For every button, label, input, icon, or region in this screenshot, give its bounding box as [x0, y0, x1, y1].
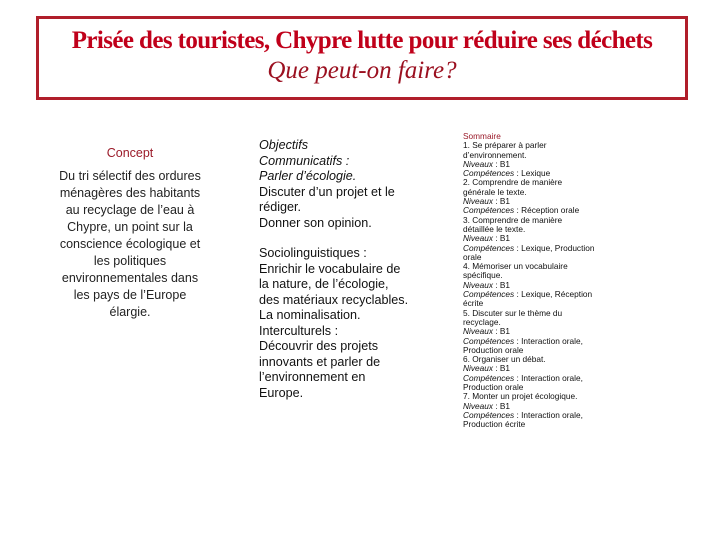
sommaire-item — [463, 355, 621, 392]
objectif-line: rédiger. — [259, 200, 302, 214]
niveau-value: : B1 — [492, 363, 511, 374]
competences-value: Production écrite — [463, 419, 526, 430]
niveau-value: : B1 — [492, 326, 511, 337]
sommaire-item — [463, 141, 621, 178]
competences-label: Compétences — [463, 205, 515, 216]
objectif-line: Discuter d’un projet et le — [259, 184, 395, 199]
sommaire-competences — [463, 244, 621, 253]
competences-value: : Lexique, Réception — [514, 289, 593, 300]
concept-line: ménagères des habitants — [59, 186, 201, 200]
concept-line: élargie. — [109, 305, 151, 319]
sommaire-item — [463, 309, 621, 355]
page-subtitle: Que peut-on faire? — [267, 57, 457, 84]
niveau-label: Niveaux — [463, 158, 493, 169]
competences-value: Production orale — [463, 382, 524, 393]
niveau-label: Niveaux — [463, 196, 493, 207]
objectif-line: des matériaux recyclables. — [259, 292, 409, 307]
concept-line: les pays de l’Europe — [73, 288, 187, 302]
niveau-label: Niveaux — [463, 326, 493, 337]
competences-value: : Interaction orale, — [514, 372, 583, 383]
objectifs-column — [259, 138, 417, 401]
concept-column — [52, 145, 208, 321]
sommaire-item-title: 7. Monter un projet écologique. — [463, 391, 578, 402]
sommaire-item-title: recyclage. — [463, 316, 501, 327]
objectif-line: La nominalisation. — [259, 308, 361, 322]
sommaire-item — [463, 216, 621, 262]
sommaire-heading: Sommaire — [463, 131, 501, 141]
objectif-line: innovants et parler de — [259, 354, 381, 369]
sommaire-item-title: 1. Se préparer à parler — [463, 140, 547, 151]
objectif-line: l’environnement en — [259, 370, 366, 384]
sommaire-item-title: d’environnement. — [463, 149, 527, 160]
objectif-line: Sociolinguistiques : — [259, 246, 367, 260]
competences-value: : Interaction orale, — [514, 409, 583, 420]
sommaire-item — [463, 262, 621, 308]
sommaire-item-title: 6. Organiser un débat. — [463, 354, 546, 365]
competences-label: Compétences — [463, 242, 515, 253]
objectif-line: Découvrir des projets — [259, 339, 378, 353]
objectif-line: Donner son opinion. — [259, 215, 372, 230]
competences-label: Compétences — [463, 372, 515, 383]
sommaire-item-title: spécifique. — [463, 270, 503, 281]
sommaire-item-title: 2. Comprendre de manière — [463, 177, 563, 188]
title-box — [36, 16, 688, 100]
niveau-value: : B1 — [492, 400, 511, 411]
competences-value: écrite — [463, 298, 484, 309]
niveau-label: Niveaux — [463, 363, 493, 374]
competences-label: Compétences — [463, 289, 515, 300]
competences-value: Production orale — [463, 344, 524, 355]
sommaire-item — [463, 392, 621, 429]
spacer — [259, 231, 417, 246]
niveau-value: : B1 — [492, 196, 511, 207]
niveau-value: : B1 — [492, 233, 511, 244]
sommaire-item-title: 5. Discuter sur le thème du — [463, 307, 563, 318]
concept-line: environnementales dans — [61, 271, 199, 285]
competences-label: Compétences — [463, 335, 515, 346]
competences-value: : Réception orale — [514, 205, 580, 216]
concept-line: au recyclage de l’eau à — [65, 203, 195, 217]
sommaire-competences — [463, 290, 621, 299]
sommaire-item-title: générale le texte. — [463, 186, 527, 197]
objectif-line: Enrichir le vocabulaire de — [259, 261, 401, 276]
objectif-line: la nature, de l’écologie, — [259, 277, 389, 291]
niveau-label: Niveaux — [463, 400, 493, 411]
niveau-label: Niveaux — [463, 279, 493, 290]
competences-value: : Lexique — [514, 168, 551, 179]
niveau-value: : B1 — [492, 158, 511, 169]
sommaire-item — [463, 178, 621, 215]
concept-line: les politiques — [93, 254, 167, 268]
objectif-line: Europe. — [259, 385, 304, 400]
sommaire-item-title: 3. Comprendre de manière — [463, 214, 563, 225]
objectif-line: Parler d’écologie. — [259, 169, 357, 183]
competences-label: Compétences — [463, 409, 515, 420]
sommaire-item-title: 4. Mémoriser un vocabulaire — [463, 261, 568, 272]
niveau-value: : B1 — [492, 279, 511, 290]
concept-heading: Concept — [106, 146, 154, 160]
objectifs-heading: Objectifs — [259, 138, 308, 152]
competences-value: : Interaction orale, — [514, 335, 583, 346]
sommaire-item-title: détaillée le texte. — [463, 223, 526, 234]
communicatifs-label: Communicatifs : — [259, 153, 350, 168]
concept-line: Chypre, un point sur la — [67, 220, 193, 234]
objectif-line: Interculturels : — [259, 323, 339, 338]
niveau-label: Niveaux — [463, 233, 493, 244]
sommaire-column — [463, 132, 621, 430]
page-title: Prisée des touristes, Chypre lutte pour réduire ses déchets — [71, 27, 653, 54]
concept-line: Du tri sélectif des ordures — [59, 169, 201, 183]
competences-value: : Lexique, Production — [514, 242, 595, 253]
concept-line: conscience écologique et — [59, 237, 201, 251]
competences-value: orale — [463, 251, 482, 262]
competences-label: Compétences — [463, 168, 515, 179]
sommaire-competences — [463, 420, 621, 429]
